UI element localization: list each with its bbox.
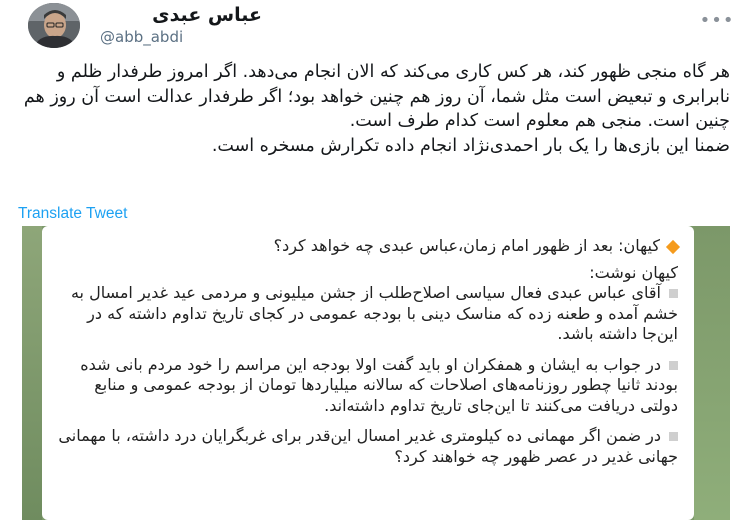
display-name[interactable]: عباس عبدی bbox=[152, 4, 262, 26]
more-horizontal-icon: ••• bbox=[699, 9, 735, 31]
message-item: آقای عباس عبدی فعال سیاسی اصلاح‌طلب از جشن میلیونی و مردمی عید غدیر امسال به خشم آمده و طعنه زده که مناسک دینی با بودجه عمومی در کجای تاریخ تداوم داشته که در این‌جا داشته باشد. bbox=[70, 283, 678, 343]
tweet-paragraph: هر گاه منجی ظهور کند، هر کس کاری می‌کند که الان انجام می‌دهد. اگر امروز طرفدار ظلم و نابرابری و تبعیض است مثل شما، آن روز هم چنین خواهد بود؛ اگر طرفدار عدالت است آن روز هم چنین است. منجی هم معلوم است کدام طرف است. bbox=[23, 62, 730, 131]
bullet-icon bbox=[669, 432, 678, 441]
translate-tweet-link[interactable]: Translate Tweet bbox=[18, 205, 128, 222]
more-options-button[interactable] bbox=[699, 9, 735, 31]
message-intro: کیهان نوشت: bbox=[589, 262, 678, 282]
message-item: در ضمن اگر مهمانی ده کیلومتری غدیر امسال این‌قدر برای غربگرایان درد داشته، با مهمانی جهانی غدیر در عصر ظهور چه خواهند کرد؟ bbox=[58, 426, 678, 466]
avatar[interactable] bbox=[28, 3, 80, 48]
user-info bbox=[92, 4, 262, 47]
diamond-icon bbox=[666, 239, 680, 253]
media-background-right bbox=[694, 226, 730, 520]
message-item: در جواب به ایشان و همفکران او باید گفت اولا بودجه این مراسم را خود مردم بانی شده بودند ثانیا چطور روزنامه‌های اصلاحات که سالانه میلیاردها تومان از بودجه عمومی و منابع دولتی دریافت می‌کنند تا این‌جای تاریخ تداوم داشته‌اند. bbox=[80, 354, 678, 415]
message-headline bbox=[58, 236, 678, 257]
tweet-paragraph: ضمنا این بازی‌ها را یک بار احمدی‌نژاد انجام داده تکرارش مسخره است. bbox=[211, 135, 730, 156]
bullet-icon bbox=[669, 289, 678, 298]
tweet-text bbox=[18, 60, 730, 158]
tweet-media-image[interactable] bbox=[22, 226, 730, 520]
tweet-header bbox=[0, 0, 750, 55]
user-handle[interactable]: @abb_abdi bbox=[100, 28, 184, 46]
message-headline-text: کیهان: بعد از ظهور امام زمان،عباس عبدی چه خواهد کرد؟ bbox=[273, 236, 660, 255]
message-card bbox=[42, 226, 694, 520]
media-background-left bbox=[22, 226, 42, 520]
bullet-icon bbox=[669, 361, 678, 370]
